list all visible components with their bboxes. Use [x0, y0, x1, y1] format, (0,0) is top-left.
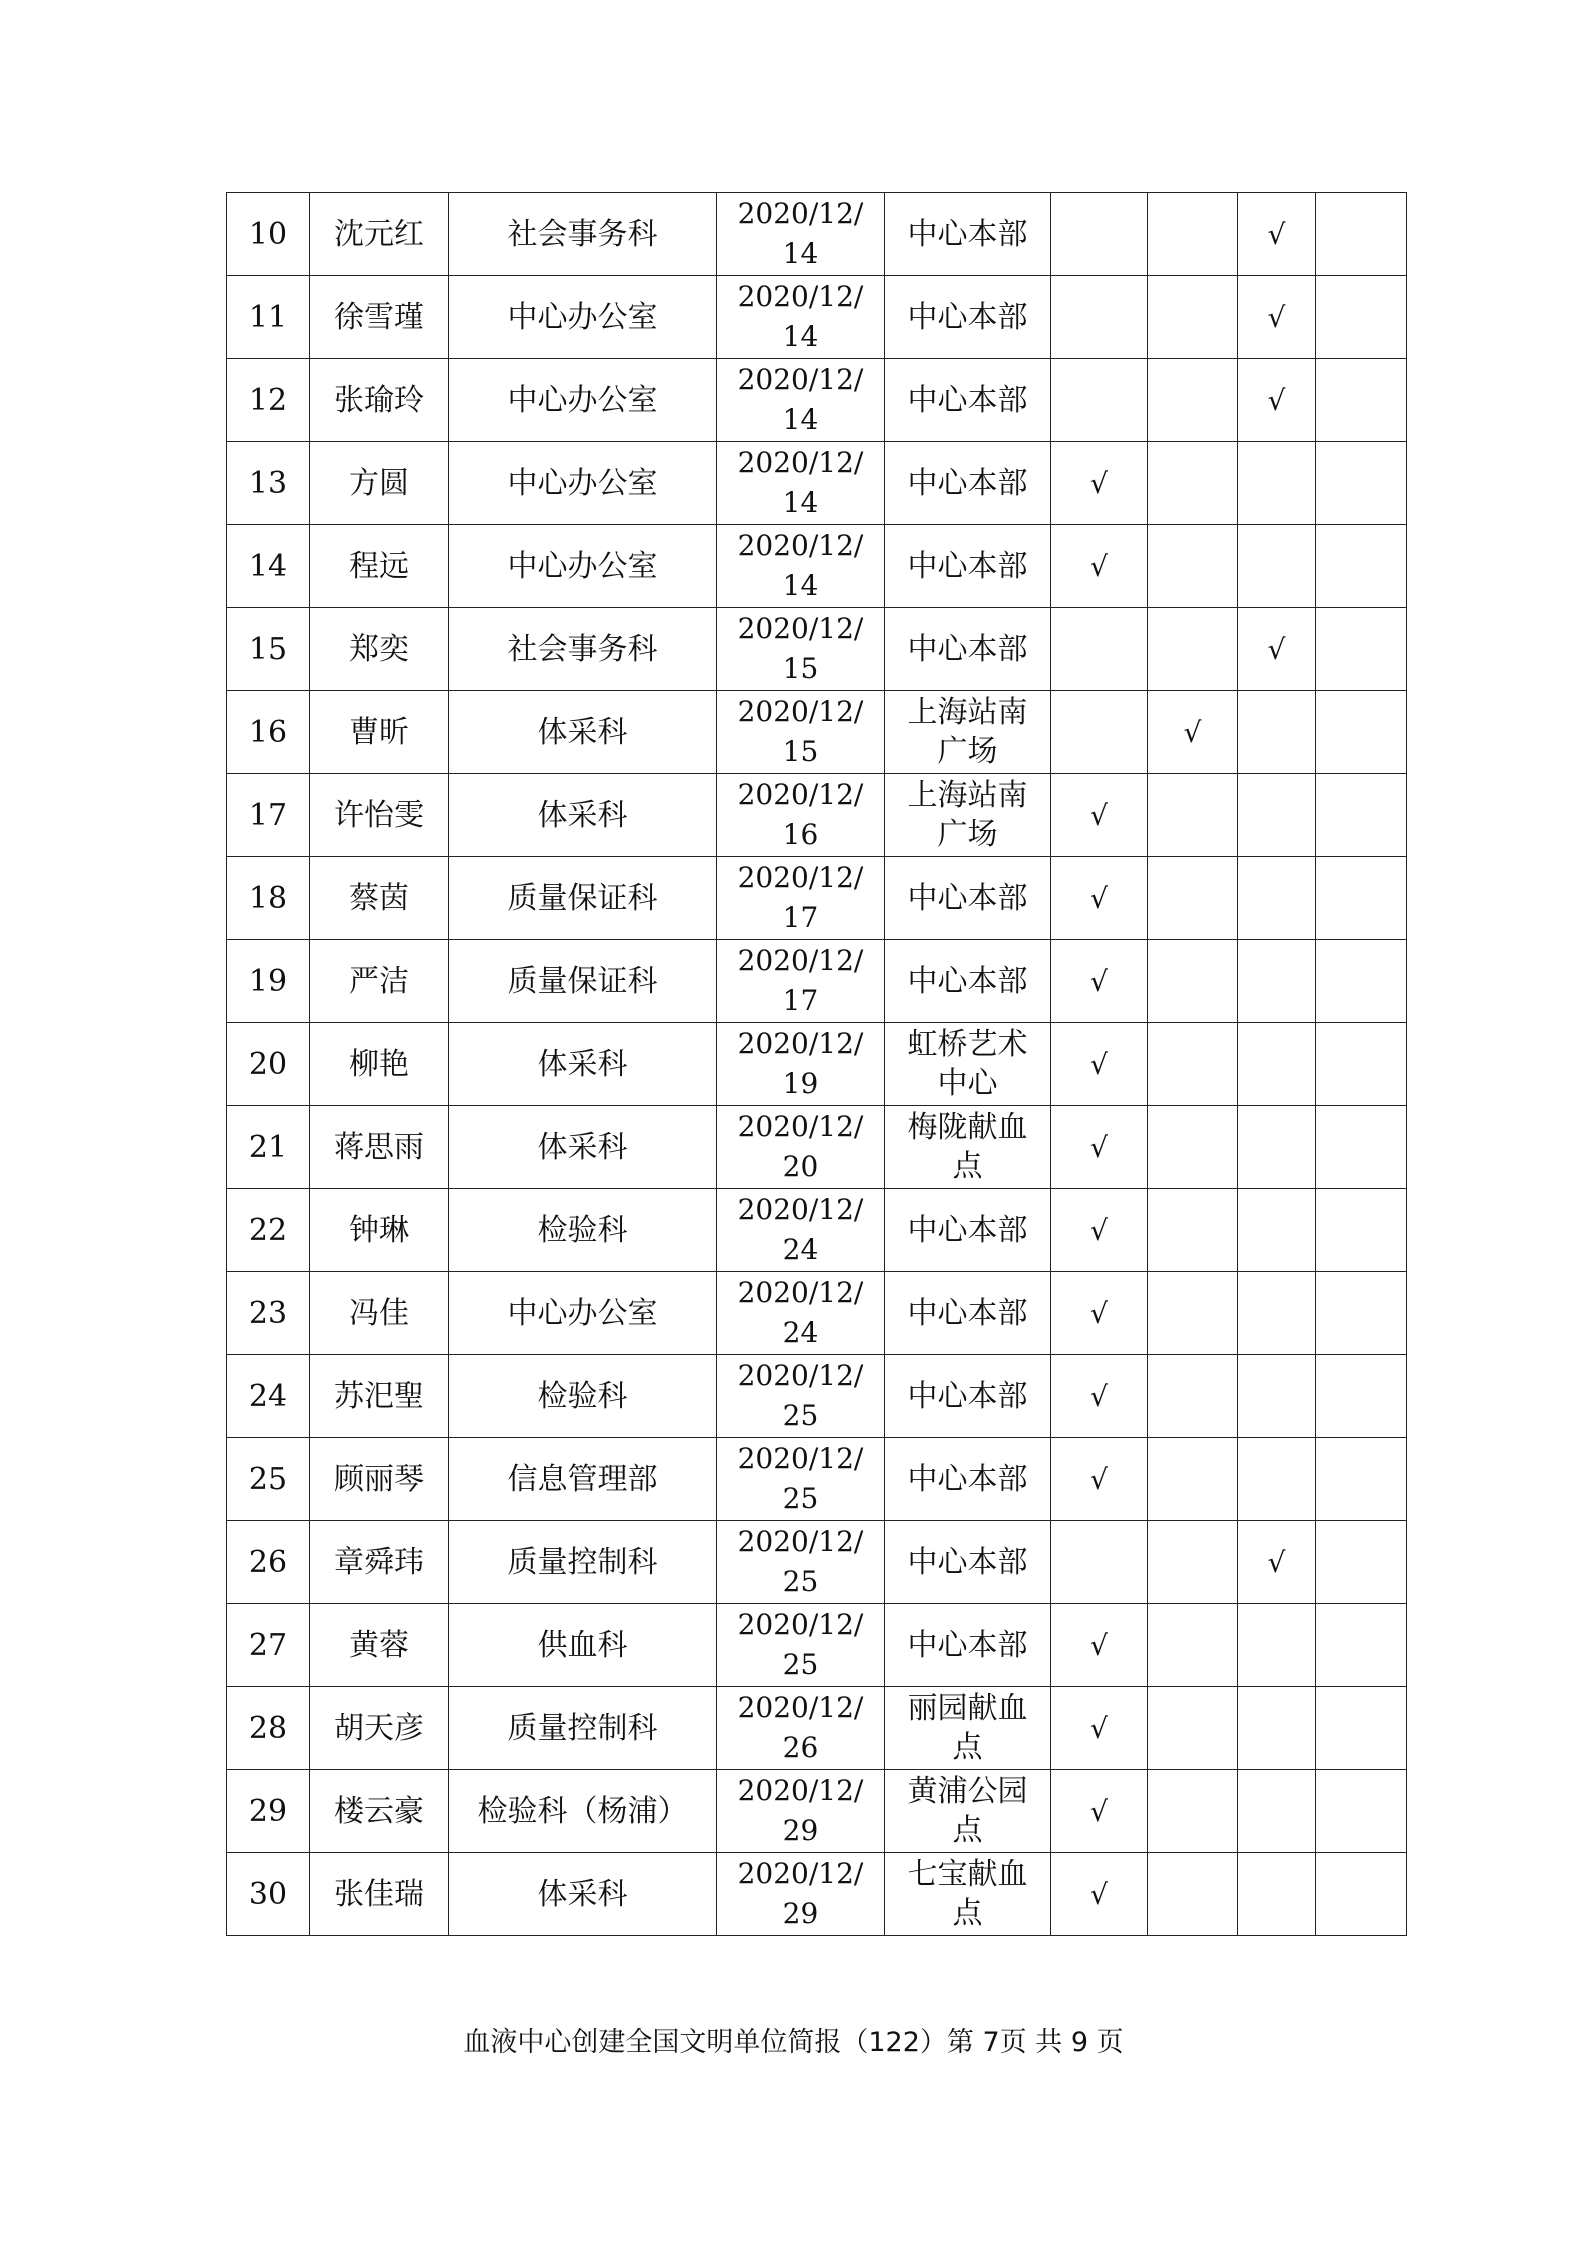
date-line-1: 2020/12/ — [737, 695, 864, 728]
check-cell-3 — [1238, 1604, 1316, 1687]
date-line-1: 2020/12/ — [737, 1193, 864, 1226]
check-cell-4 — [1316, 442, 1407, 525]
row-number-cell: 19 — [227, 940, 310, 1023]
date-line-1: 2020/12/ — [737, 1608, 864, 1641]
check-cell-4 — [1316, 608, 1407, 691]
check-cell-3 — [1238, 1687, 1316, 1770]
date-cell — [717, 857, 885, 940]
location-cell: 中心本部 — [885, 940, 1051, 1023]
name-cell: 楼云豪 — [310, 1770, 449, 1853]
date-line-1: 2020/12/ — [737, 280, 864, 313]
table-row — [227, 1272, 1407, 1355]
date-cell — [717, 1355, 885, 1438]
name-cell: 张瑜玲 — [310, 359, 449, 442]
location-cell: 中心本部 — [885, 1189, 1051, 1272]
date-line-1: 2020/12/ — [737, 446, 864, 479]
check-cell-2 — [1148, 1189, 1238, 1272]
department-cell: 信息管理部 — [449, 1438, 717, 1521]
check-cell-2 — [1148, 442, 1238, 525]
table-row — [227, 940, 1407, 1023]
location-cell: 中心本部 — [885, 442, 1051, 525]
date-line-2: 26 — [782, 1731, 819, 1764]
check-cell-4 — [1316, 1604, 1407, 1687]
check-cell-1: √ — [1051, 1272, 1148, 1355]
date-cell — [717, 276, 885, 359]
date-cell — [717, 525, 885, 608]
date-cell — [717, 1521, 885, 1604]
table-row — [227, 857, 1407, 940]
check-cell-1 — [1051, 691, 1148, 774]
department-cell: 检验科 — [449, 1189, 717, 1272]
check-cell-2 — [1148, 359, 1238, 442]
date-line-2: 16 — [782, 818, 819, 851]
date-line-2: 15 — [782, 652, 819, 685]
check-cell-2 — [1148, 525, 1238, 608]
date-line-1: 2020/12/ — [737, 1774, 864, 1807]
department-cell: 体采科 — [449, 1853, 717, 1936]
date-cell — [717, 940, 885, 1023]
check-cell-1: √ — [1051, 1770, 1148, 1853]
check-cell-3: √ — [1238, 1521, 1316, 1604]
table-row — [227, 1604, 1407, 1687]
check-cell-3 — [1238, 1189, 1316, 1272]
check-cell-4 — [1316, 525, 1407, 608]
location-cell: 丽园献血点 — [885, 1687, 1051, 1770]
check-cell-3 — [1238, 1355, 1316, 1438]
check-cell-2 — [1148, 1687, 1238, 1770]
location-cell: 中心本部 — [885, 276, 1051, 359]
check-cell-1: √ — [1051, 525, 1148, 608]
check-cell-2 — [1148, 1355, 1238, 1438]
name-cell: 胡天彦 — [310, 1687, 449, 1770]
check-cell-3: √ — [1238, 359, 1316, 442]
date-cell — [717, 774, 885, 857]
check-cell-2 — [1148, 276, 1238, 359]
name-cell: 蒋思雨 — [310, 1106, 449, 1189]
date-line-2: 29 — [782, 1814, 819, 1847]
date-line-1: 2020/12/ — [737, 1027, 864, 1060]
date-line-1: 2020/12/ — [737, 778, 864, 811]
table-row — [227, 774, 1407, 857]
check-cell-1: √ — [1051, 1853, 1148, 1936]
check-cell-4 — [1316, 359, 1407, 442]
check-cell-4 — [1316, 1438, 1407, 1521]
check-cell-4 — [1316, 857, 1407, 940]
table-row — [227, 1189, 1407, 1272]
check-cell-2 — [1148, 193, 1238, 276]
check-cell-2 — [1148, 857, 1238, 940]
table-row — [227, 1521, 1407, 1604]
row-number-cell: 17 — [227, 774, 310, 857]
location-cell: 中心本部 — [885, 1521, 1051, 1604]
name-cell: 苏汜聖 — [310, 1355, 449, 1438]
department-cell: 社会事务科 — [449, 193, 717, 276]
name-cell: 顾丽琴 — [310, 1438, 449, 1521]
department-cell: 中心办公室 — [449, 276, 717, 359]
check-cell-3 — [1238, 857, 1316, 940]
table-row — [227, 1023, 1407, 1106]
date-line-2: 14 — [782, 237, 819, 270]
table-row — [227, 1438, 1407, 1521]
check-cell-1: √ — [1051, 1106, 1148, 1189]
date-cell — [717, 442, 885, 525]
row-number-cell: 21 — [227, 1106, 310, 1189]
name-cell: 郑奕 — [310, 608, 449, 691]
date-line-1: 2020/12/ — [737, 1691, 864, 1724]
check-cell-2 — [1148, 1023, 1238, 1106]
check-cell-2 — [1148, 774, 1238, 857]
date-cell — [717, 608, 885, 691]
page-footer: 血液中心创建全国文明单位简报（122）第 7页 共 9 页 — [463, 2027, 1124, 2058]
department-cell: 体采科 — [449, 1106, 717, 1189]
check-cell-4 — [1316, 1687, 1407, 1770]
date-line-2: 25 — [782, 1482, 819, 1515]
check-cell-3 — [1238, 1853, 1316, 1936]
check-cell-2 — [1148, 1521, 1238, 1604]
table-row — [227, 276, 1407, 359]
department-cell: 质量控制科 — [449, 1521, 717, 1604]
department-cell: 体采科 — [449, 774, 717, 857]
check-cell-1 — [1051, 608, 1148, 691]
location-cell: 上海站南广场 — [885, 774, 1051, 857]
check-cell-2 — [1148, 1770, 1238, 1853]
location-cell: 中心本部 — [885, 525, 1051, 608]
check-cell-1: √ — [1051, 857, 1148, 940]
row-number-cell: 16 — [227, 691, 310, 774]
check-cell-3 — [1238, 691, 1316, 774]
date-cell — [717, 1106, 885, 1189]
location-cell: 七宝献血点 — [885, 1853, 1051, 1936]
date-line-2: 29 — [782, 1897, 819, 1930]
row-number-cell: 24 — [227, 1355, 310, 1438]
check-cell-2 — [1148, 940, 1238, 1023]
table-body — [227, 193, 1407, 1936]
table-row — [227, 1770, 1407, 1853]
date-cell — [717, 1687, 885, 1770]
check-cell-4 — [1316, 276, 1407, 359]
department-cell: 社会事务科 — [449, 608, 717, 691]
department-cell: 体采科 — [449, 1023, 717, 1106]
check-cell-1 — [1051, 1521, 1148, 1604]
row-number-cell: 14 — [227, 525, 310, 608]
check-cell-2 — [1148, 1438, 1238, 1521]
date-line-2: 17 — [782, 984, 819, 1017]
date-cell — [717, 1604, 885, 1687]
check-cell-3: √ — [1238, 276, 1316, 359]
location-cell: 中心本部 — [885, 1355, 1051, 1438]
date-line-2: 24 — [782, 1316, 819, 1349]
department-cell: 供血科 — [449, 1604, 717, 1687]
row-number-cell: 20 — [227, 1023, 310, 1106]
row-number-cell: 18 — [227, 857, 310, 940]
row-number-cell: 13 — [227, 442, 310, 525]
location-cell: 中心本部 — [885, 608, 1051, 691]
location-cell: 黄浦公园点 — [885, 1770, 1051, 1853]
check-cell-2 — [1148, 608, 1238, 691]
row-number-cell: 12 — [227, 359, 310, 442]
check-cell-2 — [1148, 1853, 1238, 1936]
row-number-cell: 15 — [227, 608, 310, 691]
name-cell: 冯佳 — [310, 1272, 449, 1355]
row-number-cell: 26 — [227, 1521, 310, 1604]
volunteer-table — [226, 192, 1407, 1936]
date-line-1: 2020/12/ — [737, 612, 864, 645]
name-cell: 柳艳 — [310, 1023, 449, 1106]
row-number-cell: 23 — [227, 1272, 310, 1355]
name-cell: 张佳瑞 — [310, 1853, 449, 1936]
date-line-1: 2020/12/ — [737, 1359, 864, 1392]
date-cell — [717, 193, 885, 276]
date-line-1: 2020/12/ — [737, 1110, 864, 1143]
date-line-1: 2020/12/ — [737, 529, 864, 562]
row-number-cell: 27 — [227, 1604, 310, 1687]
table-row — [227, 442, 1407, 525]
check-cell-1: √ — [1051, 1687, 1148, 1770]
check-cell-1: √ — [1051, 442, 1148, 525]
check-cell-4 — [1316, 774, 1407, 857]
row-number-cell: 10 — [227, 193, 310, 276]
check-cell-1: √ — [1051, 774, 1148, 857]
check-cell-2 — [1148, 1106, 1238, 1189]
department-cell: 体采科 — [449, 691, 717, 774]
check-cell-1 — [1051, 359, 1148, 442]
check-cell-2: √ — [1148, 691, 1238, 774]
date-line-1: 2020/12/ — [737, 363, 864, 396]
location-cell: 梅陇献血点 — [885, 1106, 1051, 1189]
check-cell-4 — [1316, 1272, 1407, 1355]
row-number-cell: 30 — [227, 1853, 310, 1936]
date-line-2: 25 — [782, 1648, 819, 1681]
check-cell-4 — [1316, 1023, 1407, 1106]
date-line-1: 2020/12/ — [737, 197, 864, 230]
date-cell — [717, 691, 885, 774]
check-cell-3 — [1238, 940, 1316, 1023]
name-cell: 章舜玮 — [310, 1521, 449, 1604]
date-line-2: 25 — [782, 1565, 819, 1598]
check-cell-2 — [1148, 1604, 1238, 1687]
date-line-2: 17 — [782, 901, 819, 934]
table-row — [227, 608, 1407, 691]
date-cell — [717, 1189, 885, 1272]
check-cell-1 — [1051, 193, 1148, 276]
name-cell: 严洁 — [310, 940, 449, 1023]
date-line-2: 15 — [782, 735, 819, 768]
name-cell: 程远 — [310, 525, 449, 608]
name-cell: 方圆 — [310, 442, 449, 525]
name-cell: 黄蓉 — [310, 1604, 449, 1687]
table-row — [227, 691, 1407, 774]
row-number-cell: 29 — [227, 1770, 310, 1853]
check-cell-3 — [1238, 1770, 1316, 1853]
check-cell-3 — [1238, 1106, 1316, 1189]
table-row — [227, 193, 1407, 276]
date-cell — [717, 1023, 885, 1106]
location-cell: 上海站南广场 — [885, 691, 1051, 774]
check-cell-3 — [1238, 442, 1316, 525]
date-cell — [717, 1770, 885, 1853]
check-cell-4 — [1316, 1189, 1407, 1272]
date-line-1: 2020/12/ — [737, 1276, 864, 1309]
date-line-1: 2020/12/ — [737, 1442, 864, 1475]
department-cell: 检验科（杨浦） — [449, 1770, 717, 1853]
location-cell: 中心本部 — [885, 359, 1051, 442]
date-cell — [717, 1438, 885, 1521]
row-number-cell: 28 — [227, 1687, 310, 1770]
department-cell: 质量保证科 — [449, 857, 717, 940]
check-cell-4 — [1316, 1853, 1407, 1936]
name-cell: 蔡茵 — [310, 857, 449, 940]
check-cell-3: √ — [1238, 608, 1316, 691]
date-cell — [717, 359, 885, 442]
location-cell: 中心本部 — [885, 1604, 1051, 1687]
check-cell-3 — [1238, 525, 1316, 608]
name-cell: 钟琳 — [310, 1189, 449, 1272]
date-line-2: 14 — [782, 569, 819, 602]
department-cell: 中心办公室 — [449, 525, 717, 608]
date-line-2: 19 — [782, 1067, 819, 1100]
date-line-2: 25 — [782, 1399, 819, 1432]
check-cell-4 — [1316, 193, 1407, 276]
check-cell-1: √ — [1051, 1438, 1148, 1521]
location-cell: 中心本部 — [885, 193, 1051, 276]
check-cell-3 — [1238, 1272, 1316, 1355]
check-cell-1: √ — [1051, 940, 1148, 1023]
department-cell: 质量控制科 — [449, 1687, 717, 1770]
location-cell: 中心本部 — [885, 857, 1051, 940]
check-cell-4 — [1316, 1770, 1407, 1853]
department-cell: 中心办公室 — [449, 442, 717, 525]
check-cell-4 — [1316, 1521, 1407, 1604]
date-cell — [717, 1853, 885, 1936]
table-row — [227, 525, 1407, 608]
check-cell-1: √ — [1051, 1355, 1148, 1438]
name-cell: 曹昕 — [310, 691, 449, 774]
check-cell-3 — [1238, 1438, 1316, 1521]
check-cell-1 — [1051, 276, 1148, 359]
table-row — [227, 1687, 1407, 1770]
check-cell-4 — [1316, 940, 1407, 1023]
table-row — [227, 1355, 1407, 1438]
table-row — [227, 359, 1407, 442]
date-line-1: 2020/12/ — [737, 1525, 864, 1558]
date-line-1: 2020/12/ — [737, 944, 864, 977]
check-cell-4 — [1316, 1355, 1407, 1438]
check-cell-1: √ — [1051, 1189, 1148, 1272]
name-cell: 徐雪瑾 — [310, 276, 449, 359]
check-cell-3 — [1238, 774, 1316, 857]
date-line-2: 14 — [782, 320, 819, 353]
date-line-2: 14 — [782, 486, 819, 519]
location-cell: 中心本部 — [885, 1272, 1051, 1355]
department-cell: 质量保证科 — [449, 940, 717, 1023]
date-line-2: 20 — [782, 1150, 819, 1183]
check-cell-3 — [1238, 1023, 1316, 1106]
check-cell-3: √ — [1238, 193, 1316, 276]
check-cell-1: √ — [1051, 1023, 1148, 1106]
department-cell: 检验科 — [449, 1355, 717, 1438]
department-cell: 中心办公室 — [449, 1272, 717, 1355]
check-cell-4 — [1316, 691, 1407, 774]
check-cell-2 — [1148, 1272, 1238, 1355]
table-row — [227, 1106, 1407, 1189]
row-number-cell: 22 — [227, 1189, 310, 1272]
check-cell-1: √ — [1051, 1604, 1148, 1687]
name-cell: 许怡雯 — [310, 774, 449, 857]
date-line-1: 2020/12/ — [737, 1857, 864, 1890]
name-cell: 沈元红 — [310, 193, 449, 276]
row-number-cell: 11 — [227, 276, 310, 359]
department-cell: 中心办公室 — [449, 359, 717, 442]
check-cell-4 — [1316, 1106, 1407, 1189]
location-cell: 虹桥艺术中心 — [885, 1023, 1051, 1106]
table-row — [227, 1853, 1407, 1936]
location-cell: 中心本部 — [885, 1438, 1051, 1521]
date-line-1: 2020/12/ — [737, 861, 864, 894]
row-number-cell: 25 — [227, 1438, 310, 1521]
date-cell — [717, 1272, 885, 1355]
date-line-2: 14 — [782, 403, 819, 436]
date-line-2: 24 — [782, 1233, 819, 1266]
